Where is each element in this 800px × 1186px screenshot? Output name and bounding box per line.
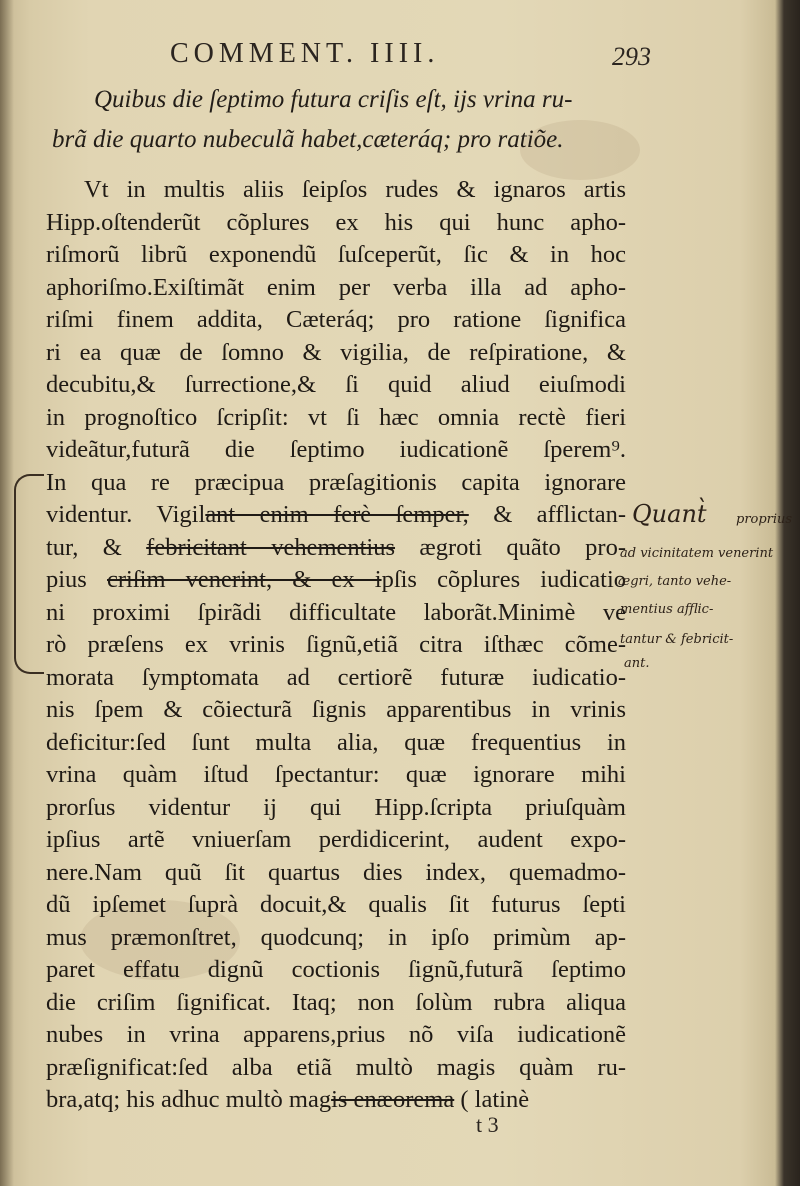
handwritten-marginalia — [618, 498, 796, 698]
body-line: vrina quàm iſtud ſpectantur: quæ ignorare mihi — [46, 761, 626, 788]
aphorism-line: brã die quarto nubeculã habet,cæteráq; pro ratiõe. — [52, 126, 564, 153]
text-fragment: & afflictan- — [468, 501, 627, 528]
text-fragment: pſis cõplures iudicatio — [381, 566, 627, 593]
body-line: riſmi finem addita, Cæteráq; pro ratione ſignifica — [46, 306, 626, 333]
gutter-shadow — [0, 0, 14, 1186]
body-line: videãtur,futurã die ſeptimo iudicationẽ ſperem⁹. — [46, 436, 626, 463]
marginalia-line: ad vicinitatem venerint — [620, 546, 774, 561]
body-line: In qua re præcipua præſagitionis capita ignorare — [46, 468, 626, 496]
body-line: Hipp.oſtenderũt cõplures ex his qui hunc apho- — [46, 208, 626, 236]
commentary-body — [46, 174, 626, 1117]
struck-text: ant enim ferè ſemper, — [205, 501, 469, 528]
body-line: die criſim ſignificat. Itaq; non ſolùm rubra aliqua — [46, 988, 626, 1016]
page-number: 293 — [612, 42, 651, 71]
marginalia-line: ægri, tanto vehe- — [618, 574, 732, 589]
body-line: Vt in multis aliis ſeipſos rudes & ignaros artis — [84, 176, 626, 203]
aphorism-line: Quibus die ſeptimo futura criſis eſt, ijs vrina ru- — [94, 86, 573, 113]
body-line: in prognoſtico ſcripſit: vt ſi hæc omnia rectè fieri — [46, 403, 626, 431]
struck-text: febricitant vehementius — [146, 533, 396, 561]
body-line: ri ea quæ de ſomno & vigilia, de reſpiratione, & — [46, 338, 626, 366]
body-line: ni proximi ſpirãdi difficultate laborãt.Minimè ve — [46, 598, 626, 626]
body-line: ipſius artẽ vniuerſam perdidicerint, audent expo- — [46, 826, 626, 853]
struck-text: is enæorema — [331, 1086, 455, 1113]
body-line: dũ ipſemet ſuprà docuit,& qualis ſit futurus ſepti — [46, 891, 626, 918]
marginalia-line: tantur & febricit- — [620, 632, 734, 647]
marginalia-line: proprius — [736, 512, 793, 527]
page-footer — [0, 1112, 800, 1152]
body-line: riſmorũ librũ exponendũ ſuſceperũt, ſic & in hoc — [46, 241, 626, 268]
body-line: præſignificat:ſed alba etiã multò magis quàm ru- — [46, 1053, 626, 1081]
text-fragment: bra,atq; his adhuc multò mag — [46, 1086, 332, 1113]
body-line: morata ſymptomata ad certiorẽ futuræ iudicatio- — [46, 663, 626, 691]
margin-bracket — [14, 474, 44, 674]
running-head: COMMENT. IIII. — [170, 38, 440, 69]
text-fragment: ( latinè — [454, 1086, 530, 1113]
body-line: deficitur:ſed ſunt multa alia, quæ frequentius in — [46, 728, 626, 756]
signature-mark: t 3 — [476, 1112, 499, 1137]
body-line: paret effatu dignũ coctionis ſignũ,futurã ſeptimo — [46, 956, 626, 983]
marginalia-line: ant. — [624, 656, 650, 671]
struck-text: criſim venerint, & ex i — [107, 566, 382, 593]
text-fragment: pius — [46, 566, 108, 593]
body-line: nere.Nam quũ ſit quartus dies index, quemadmo- — [46, 858, 626, 886]
body-line-struck — [46, 532, 626, 565]
body-line: mus præmonſtret, quodcunq; in ipſo primùm ap- — [46, 923, 626, 951]
body-line-struck — [46, 499, 626, 532]
text-fragment: ægroti quãto pro- — [395, 533, 626, 561]
body-line: aphoriſmo.Exiſtimãt enim per verba illa ad apho- — [46, 273, 626, 301]
body-line: nis ſpem & cõiecturã ſignis apparentibus in vrinis — [46, 696, 626, 723]
body-line: nubes in vrina apparens,prius nõ viſa iudicationẽ — [46, 1021, 626, 1048]
text-fragment: videntur. Vigil — [46, 501, 206, 528]
page-header — [0, 38, 800, 78]
body-line-struck — [46, 564, 626, 597]
aphorism-heading — [52, 80, 632, 160]
body-line: prorſus videntur ij qui Hipp.ſcripta priuſquàm — [46, 793, 626, 821]
body-line: decubitu,& ſurrectione,& ſi quid aliud eiuſmodi — [46, 371, 626, 398]
body-line: rò præſens ex vrinis ſignũ,etiã citra iſthæc cõme- — [46, 631, 626, 658]
marginalia-line: Quant̀ — [632, 500, 707, 528]
marginalia-line: mentius afflic- — [620, 602, 714, 617]
text-fragment: tur, & — [46, 533, 147, 561]
